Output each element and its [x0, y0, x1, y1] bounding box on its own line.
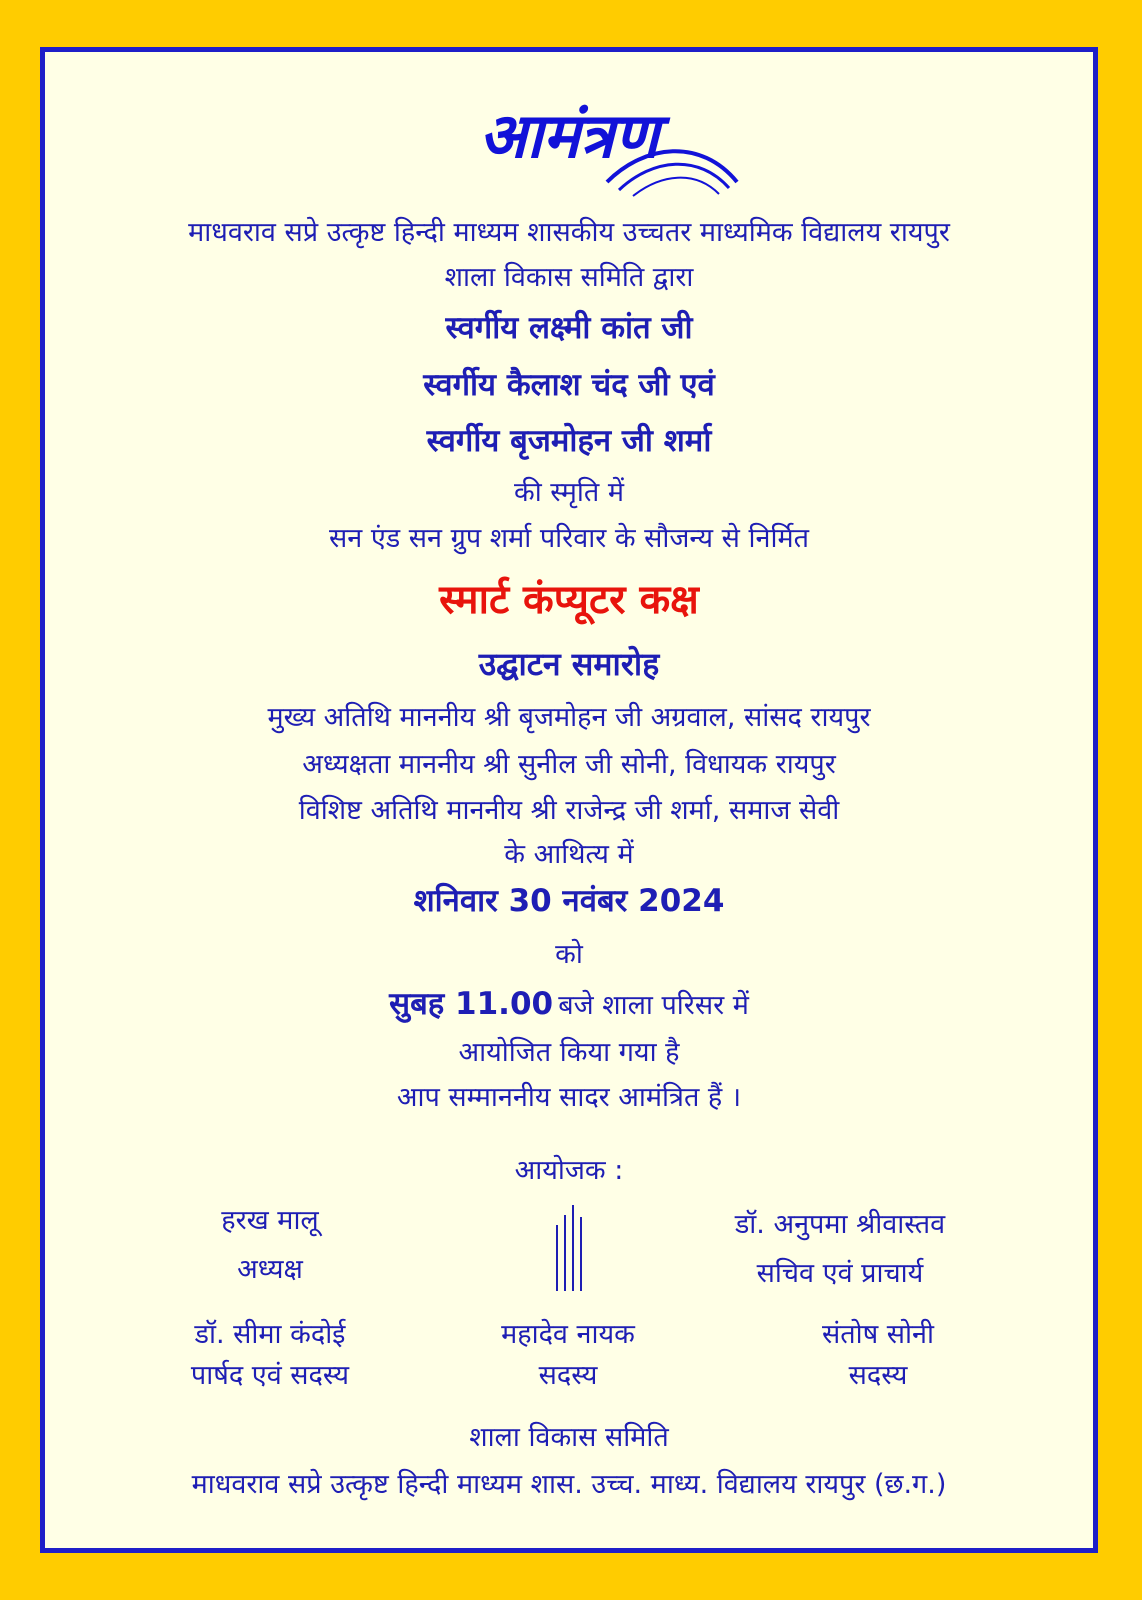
invitation-card — [40, 47, 1098, 1553]
committee-line: शाला विकास समिति द्वारा — [444, 262, 694, 293]
organizer-name: डॉ. सीमा कंदोई — [194, 1319, 346, 1350]
organizer-secretary — [675, 1204, 1005, 1290]
memorial-line-1: स्वर्गीय लक्ष्मी कांत जी — [445, 310, 693, 346]
organizer-member-1 — [403, 1314, 733, 1392]
footer-committee: शाला विकास समिति — [469, 1422, 669, 1453]
event-subtitle: उद्घाटन समारोह — [478, 645, 660, 683]
organizer-role: अध्यक्ष — [237, 1254, 303, 1285]
swash-ornament-icon — [605, 130, 745, 200]
organizer-name: हरख मालू — [221, 1205, 319, 1236]
memory-text: की स्मृति में — [513, 477, 625, 508]
organized-line: आयोजित किया गया है — [458, 1037, 680, 1068]
organizer-name: डॉ. अनुपमा श्रीवास्तव — [734, 1209, 946, 1240]
memorial-line-3: स्वर्गीय बृजमोहन जी शर्मा — [426, 423, 712, 459]
time-value: सुबह 11.00 — [389, 986, 554, 1022]
special-guest-line: विशिष्ट अतिथि माननीय श्री राजेन्द्र जी शर्मा, समाज सेवी — [298, 795, 840, 826]
organizer-name: संतोष सोनी — [821, 1319, 935, 1350]
presiding-guest-line: अध्यक्षता माननीय श्री सुनील जी सोनी, विधायक रायपुर — [302, 749, 836, 780]
triple-bar-divider-icon — [551, 1205, 591, 1291]
organizer-role: सदस्य — [538, 1360, 598, 1391]
organizer-member-2 — [713, 1314, 1043, 1392]
time-line — [45, 982, 1093, 1024]
organizer-role: सदस्य — [848, 1360, 908, 1391]
organizer-role: पार्षद एवं सदस्य — [190, 1360, 350, 1391]
event-date: शनिवार 30 नवंबर 2024 — [413, 883, 725, 919]
ko-text: को — [555, 939, 583, 970]
school-line: माधवराव सप्रे उत्कृष्ट हिन्दी माध्यम शासकीय उच्चतर माध्यमिक विद्यालय रायपुर — [188, 217, 950, 248]
organizer-name: महादेव नायक — [501, 1319, 635, 1350]
organizer-role: सचिव एवं प्राचार्य — [756, 1258, 924, 1289]
chief-guest-line: मुख्य अतिथि माननीय श्री बृजमोहन जी अग्रवाल, सांसद रायपुर — [267, 702, 871, 733]
heading-block — [45, 92, 1093, 176]
sponsor-line: सन एंड सन ग्रुप शर्मा परिवार के सौजन्य से निर्मित — [329, 523, 809, 554]
invitation-heading: आमंत्रण — [479, 99, 659, 172]
organizer-president — [105, 1200, 435, 1286]
invite-line: आप सम्माननीय सादर आमंत्रित हैं । — [396, 1082, 742, 1113]
memorial-line-2: स्वर्गीय कैलाश चंद जी एवं — [423, 367, 715, 403]
time-suffix: बजे शाला परिसर में — [558, 990, 749, 1021]
footer-school: माधवराव सप्रे उत्कृष्ट हिन्दी माध्यम शास. उच्च. माध्य. विद्यालय रायपुर (छ.ग.) — [191, 1469, 947, 1500]
event-title: स्मार्ट कंप्यूटर कक्ष — [439, 577, 699, 623]
organizer-councillor — [105, 1314, 435, 1392]
organizers-label: आयोजक : — [514, 1155, 624, 1186]
hospitality-line: के आथित्य में — [504, 839, 634, 870]
